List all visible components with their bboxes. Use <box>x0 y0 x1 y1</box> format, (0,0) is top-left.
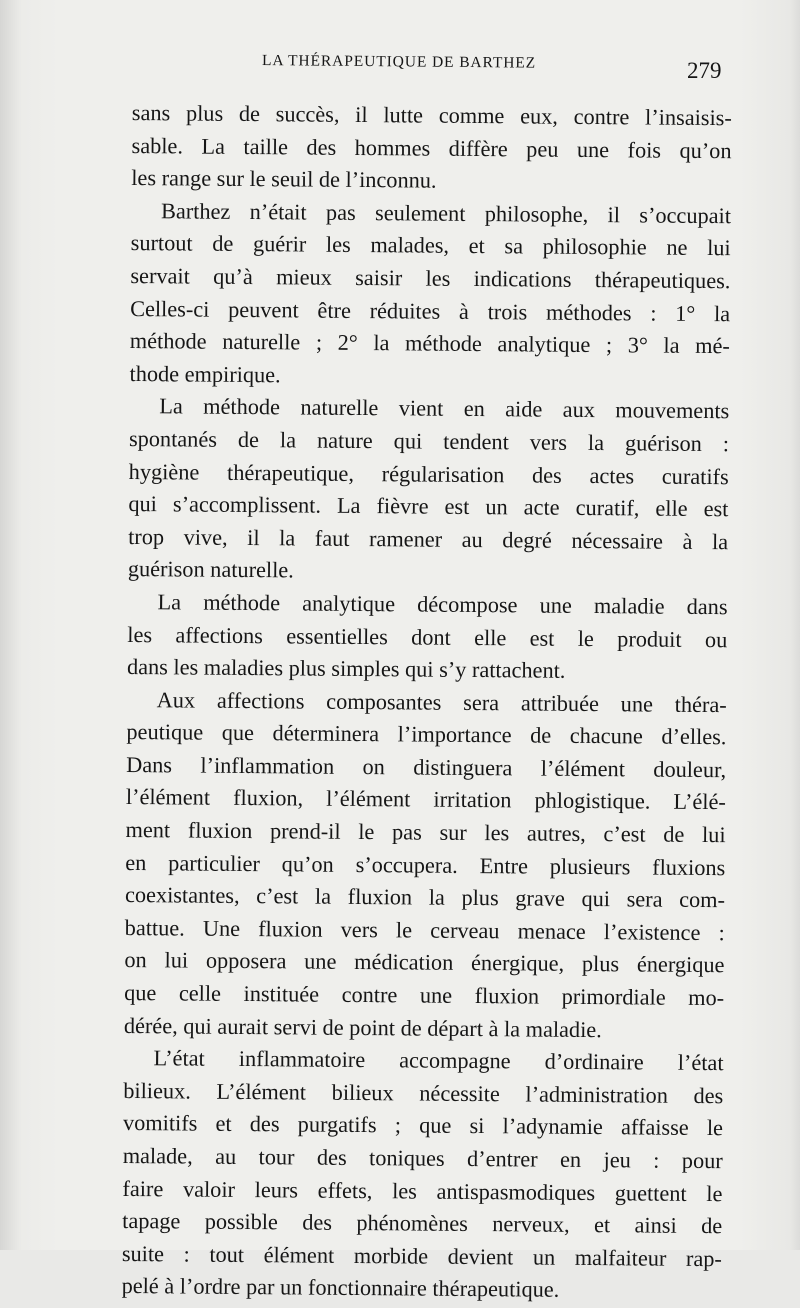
text-line: dans les maladies plus simples qui s’y rattachent. <box>126 654 566 683</box>
text-line: on lui opposera une médication énergique, plus énergique <box>124 947 725 978</box>
text-line: peutique que déterminera l’importance de chacune d’elles. <box>126 719 727 750</box>
text-line: sans plus de succès, il lutte comme eux, contre l’insaisis- <box>131 99 732 131</box>
text-line: Aux affections composantes sera attribuée une théra- <box>156 686 727 717</box>
text-line: dérée, qui aurait servi de point de départ à la maladie. <box>123 1012 602 1042</box>
text-line: qui s’accomplissent. La fièvre est un acte curatif, elle est <box>128 491 729 522</box>
text-line: hygiène thérapeutique, régularisation des actes curatifs <box>128 458 729 489</box>
text-line: guérison naturelle. <box>127 556 294 583</box>
text-line: les affections essentielles dont elle est le produit ou <box>127 621 728 652</box>
running-head <box>0 48 800 84</box>
text-line: trop vive, il la faut ramener au degré nécessaire à la <box>128 523 729 554</box>
text-line: bilieux. L’élément bilieux nécessite l’administration des <box>123 1077 724 1109</box>
text-line: en particulier qu’on s’occupera. Entre plusieurs fluxions <box>125 849 726 880</box>
page-number: 279 <box>687 58 722 83</box>
text-line: thode empirique. <box>129 360 281 388</box>
text-line: que celle instituée contre une fluxion primordiale mo- <box>124 979 725 1011</box>
text-line: Dans l’inflammation on distinguera l’élément douleur, <box>126 751 727 783</box>
text-line: battue. Une fluxion vers le cerveau menace l’existence : <box>124 914 725 946</box>
text-line: malade, au tour des toniques d’entrer en jeu : pour <box>122 1142 723 1174</box>
text-line: suite : tout élément morbide devient un malfaiteur rap- <box>121 1240 722 1271</box>
text-line: La méthode naturelle vient en aide aux mouvements <box>159 393 730 424</box>
text-line: les range sur le seuil de l’inconnu. <box>131 165 437 193</box>
text-line: spontanés de la nature qui tendent vers la guérison : <box>128 425 730 457</box>
text-line: pelé à l’ordre par un fonctionnaire thérapeutique. <box>121 1273 560 1303</box>
text-line: tapage possible des phénomènes nerveux, et ainsi de <box>122 1208 723 1239</box>
text-line: servait qu’à mieux saisir les indications thérapeutiques. <box>130 262 731 294</box>
text-line: La méthode analytique décompose une maladie dans <box>157 589 728 620</box>
text-line: Celles-ci peuvent être réduites à trois méthodes : 1° la <box>130 295 731 326</box>
text-line: faire valoir leurs effets, les antispasmodiques guettent le <box>122 1175 723 1206</box>
text-line: sable. La taille des hommes diffère peu une fois qu’on <box>131 132 732 163</box>
text-line: ment fluxion prend-il le pas sur les autres, c’est de lui <box>125 817 726 848</box>
text-line: L’état inflammatoire accompagne d’ordinaire l’état <box>153 1045 724 1076</box>
body-text <box>121 97 732 1308</box>
text-line: vomitifs et des purgatifs ; que si l’adynamie affaisse le <box>122 1110 724 1141</box>
text-line: l’élément fluxion, l’élément irritation phlogistique. L’élé- <box>125 784 726 815</box>
text-line: Barthez n’était pas seulement philosophe, il s’occupait <box>160 198 732 229</box>
running-head-title: LA THÉRAPEUTIQUE DE BARTHEZ <box>261 52 537 72</box>
text-line: méthode naturelle ; 2° la méthode analytique ; 3° la mé- <box>129 328 730 359</box>
text-line: surtout de guérir les malades, et sa philosophie ne lui <box>130 230 731 261</box>
text-line: coexistantes, c’est la fluxion la plus grave qui sera com- <box>124 882 726 913</box>
